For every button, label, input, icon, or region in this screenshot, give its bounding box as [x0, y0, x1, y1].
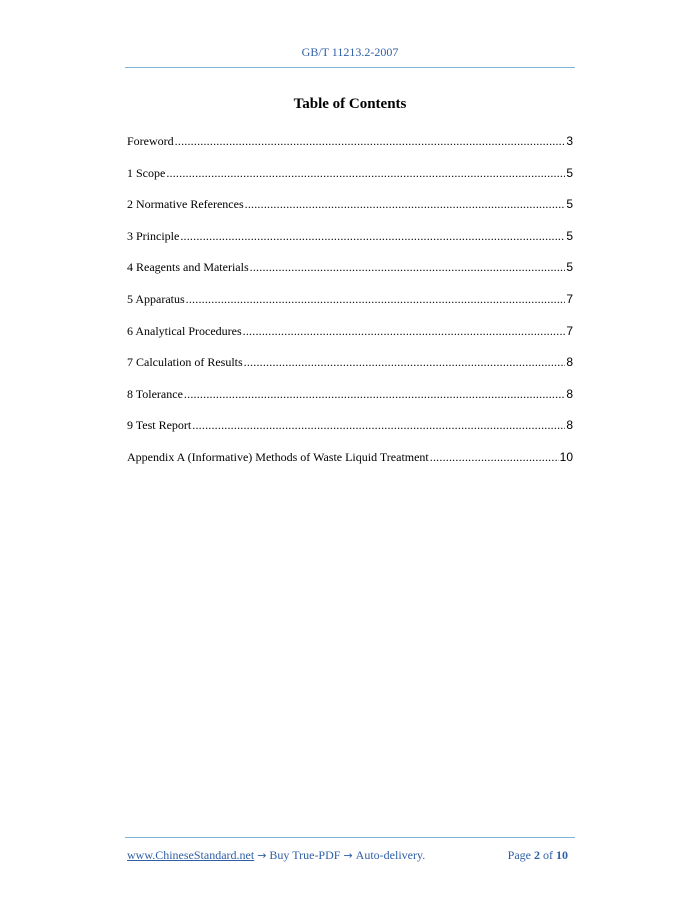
toc-entry-title: 7 Calculation of Results	[127, 355, 243, 370]
dot-leader	[192, 416, 565, 434]
toc-entry-page: 5	[566, 260, 573, 275]
toc-entry-reagents-and-materials[interactable]	[127, 258, 573, 290]
toc-entry-page: 10	[559, 449, 573, 464]
toc-entry-page: 5	[566, 165, 573, 180]
toc-entry-analytical-procedures[interactable]	[127, 322, 573, 354]
toc-entry-principle[interactable]	[127, 227, 573, 259]
toc-entry-title: 3 Principle	[127, 228, 180, 243]
dot-leader	[180, 227, 565, 245]
page-of-label: of	[543, 848, 553, 862]
dot-leader	[430, 448, 559, 466]
toc-entry-title: Appendix A (Informative) Methods of Waste Liquid Treatment	[127, 449, 429, 464]
dot-leader	[250, 258, 566, 276]
footer-divider	[125, 837, 575, 838]
toc-entry-title: 4 Reagents and Materials	[127, 260, 249, 275]
dot-leader	[166, 164, 565, 182]
dot-leader	[243, 322, 566, 340]
toc-entry-tolerance[interactable]	[127, 385, 573, 417]
toc-entry-appendix-a[interactable]	[127, 448, 573, 480]
dot-leader	[245, 195, 566, 213]
toc-entry-title: 6 Analytical Procedures	[127, 323, 242, 338]
dot-leader	[175, 132, 566, 150]
toc-entry-test-report[interactable]	[127, 416, 573, 448]
toc-entry-page: 7	[566, 291, 573, 306]
toc-entry-scope[interactable]	[127, 164, 573, 196]
current-page-number: 2	[534, 848, 540, 862]
toc-entry-calculation-of-results[interactable]	[127, 353, 573, 385]
toc-entry-title: 1 Scope	[127, 165, 166, 180]
toc-entry-page: 8	[566, 418, 573, 433]
toc-entry-page: 5	[566, 197, 573, 212]
auto-delivery-text: Auto-delivery.	[355, 848, 426, 862]
website-link[interactable]: www.ChineseStandard.net	[127, 848, 255, 862]
toc-entry-normative-references[interactable]	[127, 195, 573, 227]
toc-entry-title: 9 Test Report	[127, 418, 192, 433]
table-of-contents	[127, 132, 573, 480]
dot-leader	[184, 385, 565, 403]
toc-heading: Table of Contents	[293, 96, 407, 112]
page-label: Page	[507, 848, 531, 862]
page-number	[508, 848, 571, 863]
toc-entry-page: 7	[566, 323, 573, 338]
toc-entry-title: 5 Apparatus	[127, 291, 185, 306]
document-code-header: GB/T 11213.2-2007	[301, 45, 399, 59]
toc-entry-page: 8	[566, 355, 573, 370]
dot-leader	[186, 290, 566, 308]
total-page-number: 10	[556, 848, 568, 862]
toc-entry-foreword[interactable]	[127, 132, 573, 164]
toc-entry-apparatus[interactable]	[127, 290, 573, 322]
right-arrow-icon: →	[257, 849, 267, 862]
dot-leader	[244, 353, 566, 371]
footer-promo	[127, 848, 425, 863]
toc-entry-title: Foreword	[127, 134, 174, 148]
buy-true-pdf-text: Buy True-PDF	[269, 848, 341, 862]
toc-entry-title: 2 Normative References	[127, 197, 244, 212]
right-arrow-icon: →	[343, 849, 353, 862]
toc-entry-page: 8	[566, 386, 573, 401]
header-divider	[125, 67, 575, 68]
toc-entry-page: 3	[566, 134, 573, 148]
toc-entry-title: 8 Tolerance	[127, 386, 183, 401]
toc-entry-page: 5	[566, 228, 573, 243]
